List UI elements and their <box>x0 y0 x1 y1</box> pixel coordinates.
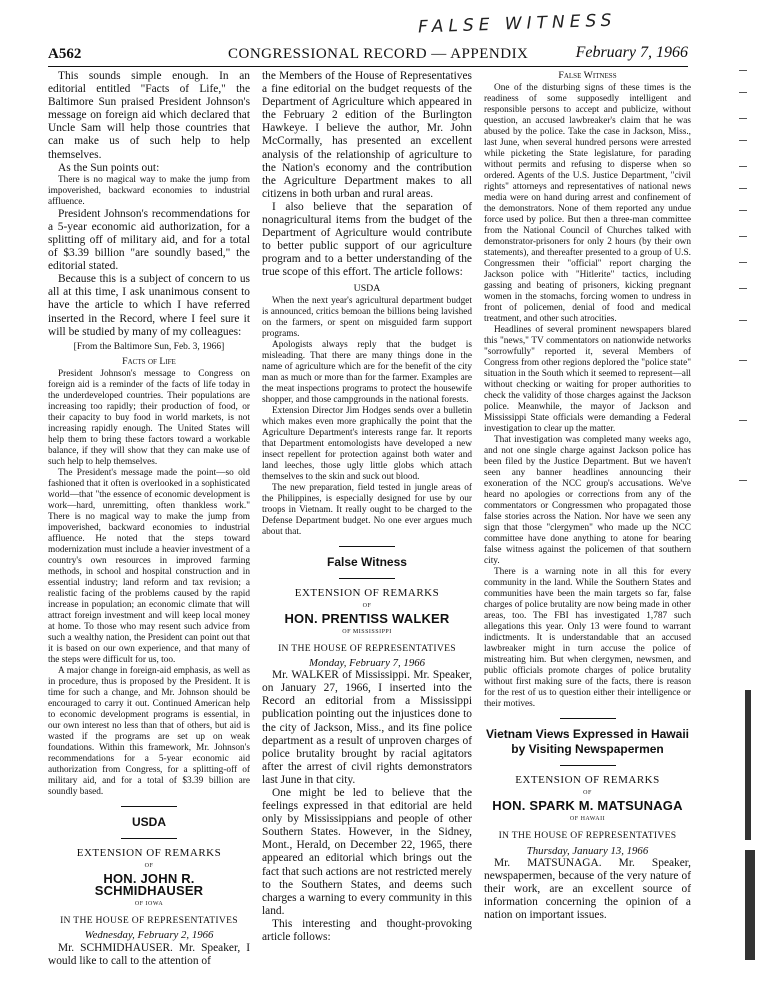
paragraph: This sounds simple enough. In an editorial entitled "Facts of Life," the Baltimore Sun praised President Johnson's message on foreign aid which declared that Uncle Sam will help those countries that can make us of such help to help themselves. <box>48 70 250 161</box>
column-1 <box>48 70 250 968</box>
paragraph: Apologists always reply that the budget is misleading. That there are many things done in the name of agriculture which are for the benefit of the city man as much or more than for the farmer. Examples are the meat inspections programs to protect the housewife shopper, and those campgrounds in the national forests. <box>262 339 472 405</box>
member-name: HON. PRENTISS WALKER <box>284 610 450 626</box>
title-rule <box>339 578 395 579</box>
extension-label: EXTENSION OF REMARKS <box>515 774 660 787</box>
paragraph: I also believe that the separation of nonagricultural items from the budget of the Department of Agriculture would contribute to better public support of our agriculture program and to a better understanding of the true scope of this effort. The article follows: <box>262 200 472 279</box>
paragraph: Because this is a subject of concern to us all at this time, I ask unanimous consent to have the article to which I have referred inserted in the Record, where I feel sure it will be studied by many of my colleagues: <box>48 273 250 338</box>
section-rule <box>121 806 177 807</box>
paragraph: President Johnson's message to Congress on foreign aid is a reminder of the facts of life today in the underdeveloped countries. Their populations are increasing too rapidly; their production of food, or their capacity to buy food in world markets, is not increasing rapidly enough. The United States will help them to bring these factors toward a workable balance, if they will show that they can make use of such help to help themselves. <box>48 368 250 467</box>
paragraph: A major change in foreign-aid emphasis, as well as in procedure, thus is proposed by the President. It is time for such a change, and Mr. Johnson should be encouraged to carry it out. Continued American help to economic development programs is essential, in our own interest no less than that of others, but aid is wasted if the programs are set up on weak foundations. Within this framework, Mr. Johnson's recommendations for a 5-year economic aid authorization from Congress, for a splitting-off of military aid, and for a total of $3.39 billion are soundly based. <box>48 665 250 797</box>
title-rule <box>560 765 616 766</box>
extension-label: EXTENSION OF REMARKS <box>294 586 440 599</box>
extension-label: EXTENSION OF REMARKS <box>76 846 222 859</box>
page-number: A562 <box>48 46 82 62</box>
column-2 <box>262 70 472 944</box>
section-title: False Witness <box>327 554 407 569</box>
paragraph: Mr. SCHMIDHAUSER. Mr. Speaker, I would like to call to the attention of <box>48 941 250 967</box>
session-date: Monday, February 7, 1966 <box>308 657 426 670</box>
session-date: Wednesday, February 2, 1966 <box>84 929 214 942</box>
paragraph: That investigation was completed many weeks ago, and not one single charge against Jackson police has been filed by the Justice Department. But we haven't seen any banner headlines announcing their exoneration of the NCC group's accusations. We've heard no apologies or corrections from any of the commentators or Congressmen who propagated those false stories across the Nation. Nor have we seen any sign that those "clergymen" who made up the NCC committee have done anything to atone for bearing false witness against the policemen of that southern city. <box>484 435 691 567</box>
paragraph: When the next year's agricultural department budget is announced, critics bemoan the billions being lavished on the farmers, or spent on misguided farm support programs. <box>262 295 472 339</box>
article-title: False Witness <box>558 70 617 81</box>
paragraph: Mr. MATSUNAGA. Mr. Speaker, newspapermen, because of the very nature of their work, are an excellent source of information concerning the opinion of a nation on important issues. <box>484 856 691 922</box>
of-label: OF <box>144 862 154 869</box>
quotation: There is no magical way to make the jump from impoverished, backward economies to industrial affluence. <box>48 174 250 207</box>
section-title: Vietnam Views Expressed in Hawaii by Visiting Newspapermen <box>486 727 689 757</box>
paragraph: One of the disturbing signs of these times is the readiness of some supposedly intelligent and responsible persons to accept and publicize, without question, an accused lawbreaker's claim that he was abused by the police. Take the case in Jackson, Miss., last June, when several hundred persons were arrested while picketing the State legislature, for parading without permits and refusing to disperse when so ordered. Agents of the U.S. Justice Department, "civil rights" attorneys and representatives of national news media were on hand during arrest and confinement of the demonstrators. None of them reported any undue force used by police. But then a three-man committee from the National Council of Churches talked with demonstrator-prisoners for only 2 hours (by their own statements), and thereafter presented to a group of U.S. Congressmen their "official" report charging the Jackson police with "Hitlerite" tactics, including gassing and beating of prisoners, kicking pregnant women in the stomachs, forcing women to undress in front of policemen, denial of food and medical treatment, and other such atrocities. <box>484 83 691 325</box>
handwritten-annotation: FALSE WITNESS <box>417 10 617 38</box>
paragraph: One might be led to believe that the feelings expressed in that editorial are held only by Mississippians and people of other Southern States. However, in the Sidney, Mont., Herald, on December 22, 1965, there appeared an editorial which brings out the fact that such actions are not restricted merely to the Southern States, and deems such charges a warning to every community in this land. <box>262 787 472 917</box>
chamber-label: IN THE HOUSE OF REPRESENTATIVES <box>60 915 238 927</box>
paragraph: This interesting and thought-provoking article follows: <box>262 917 472 944</box>
section-rule <box>339 546 395 547</box>
of-label: OF <box>583 790 592 797</box>
article-title: USDA <box>353 282 381 294</box>
paragraph: There is a warning note in all this for every community in the land. While the Southern States and communities have been the main targets so far, false charges of police brutality are now being made in other areas, too. The FBI has investigated 1,787 such allegations this year. Only 13 were found to warrant indictments. It is understandable that an accused lawbreaker might in turn accuse the police of mistreating him. But when clergymen, newsmen, and public officials promote charges of police brutality without first making sure of the facts, there is reason for the rest of us to question either their intelligence or their motives. <box>484 567 691 710</box>
chamber-label: IN THE HOUSE OF REPRESENTATIVES <box>498 830 677 842</box>
paragraph: Extension Director Jim Hodges sends over a bulletin which makes even more graphically the point that the Agriculture Department's interests range far. It reports that Department entomologists have developed a new insect repellent for protection against both water and land leeches, those ugly little globs which attach themselves to the skin and suck out blood. <box>262 405 472 482</box>
paragraph: Mr. WALKER of Mississippi. Mr. Speaker, on January 27, 1966, I inserted into the Record an editorial from a Mississippi publication pointing out the injustices done to the city of Jackson, Miss., and its fine police department as a result of unproven charges of police brutality brought by racial agitators after the arrest of civil rights demonstrators last June in that city. <box>262 669 472 786</box>
paragraph: Headlines of several prominent newspapers blared this "news," TV commentators on nationwide networks "sorrowfully" reported it, several Members of Congress from other regions deplored the "police state" situation in the South which it seemed to represent—all without checking or waiting for proper authorities to check the validity of those charges against the Jackson police. Meanwhile, the mayor of Jackson and Mississippi State officials were demanding a Federal investigation to clear up the matter. <box>484 325 691 435</box>
of-label: OF <box>362 602 372 609</box>
paragraph: As the Sun points out: <box>58 161 160 174</box>
extension-heading-vietnam <box>484 727 691 857</box>
page-header <box>48 44 688 66</box>
paragraph: the Members of the House of Representatives a fine editorial on the budget requests of the Department of Agriculture which appeared in the February 2 edition of the Burlington Hawkeye. I believe the author, Mr. John McCormally, has presented an excellent analysis of the relationship of agriculture to the Nation's economy and the contribution the Agriculture Department makes to all citizens in both urban and rural areas. <box>262 70 472 200</box>
header-rule <box>48 66 688 67</box>
paragraph: President Johnson's recommendations for a 5-year economic aid authorization, for a splitting off of military aid, and for a total of $3.39 billion "are soundly based," the editorial stated. <box>48 207 250 273</box>
paragraph: The President's message made the point—so old fashioned that it often is overlooked in a sophisticated world—that "the essence of economic development is work—hard, unremitting, often thankless work." There is no magical way to make the jump from impoverished, backward economies to industrial affluence. He noted that the steps toward modernization must include a heavier investment of a country's own resources in improved farming methods, in school and hospital construction and in essential industry; land reform and tax revision; a realistic facing of the problems caused by the rapid increase in population; an economic climate that will attract foreign investment and will keep local money at home. To those who may resent such advice from such a wealthy nation, the President can point out that it is based on our own experience, and that many of the steps were difficult for us, too. <box>48 467 250 665</box>
title-rule <box>121 838 177 839</box>
publication-title: CONGRESSIONAL RECORD — APPENDIX <box>228 46 529 62</box>
paragraph: The new preparation, field tested in jungle areas of the Philippines, is especially designed for use by our troops in Vietnam. It really ought to be charged to the Defense Department budget. No one ever argues much about that. <box>262 482 472 537</box>
member-name: HON. SPARK M. MATSUNAGA <box>492 798 683 814</box>
extension-heading-usda <box>48 815 250 942</box>
column-3 <box>484 70 691 922</box>
chamber-label: IN THE HOUSE OF REPRESENTATIVES <box>278 642 456 654</box>
issue-date: February 7, 1966 <box>575 44 688 61</box>
extension-heading-false-witness <box>262 555 472 670</box>
section-title: USDA <box>131 814 166 829</box>
state-label: OF HAWAII <box>569 816 606 823</box>
session-date: Thursday, January 13, 1966 <box>526 844 649 857</box>
member-name: HON. JOHN R. SCHMIDHAUSER <box>94 871 204 899</box>
state-label: OF MISSISSIPPI <box>342 628 392 635</box>
article-source: [From the Baltimore Sun, Feb. 3, 1966] <box>73 341 225 352</box>
article-title: Facts of Life <box>122 355 176 367</box>
state-label: OF IOWA <box>134 901 164 908</box>
section-rule <box>560 718 616 719</box>
